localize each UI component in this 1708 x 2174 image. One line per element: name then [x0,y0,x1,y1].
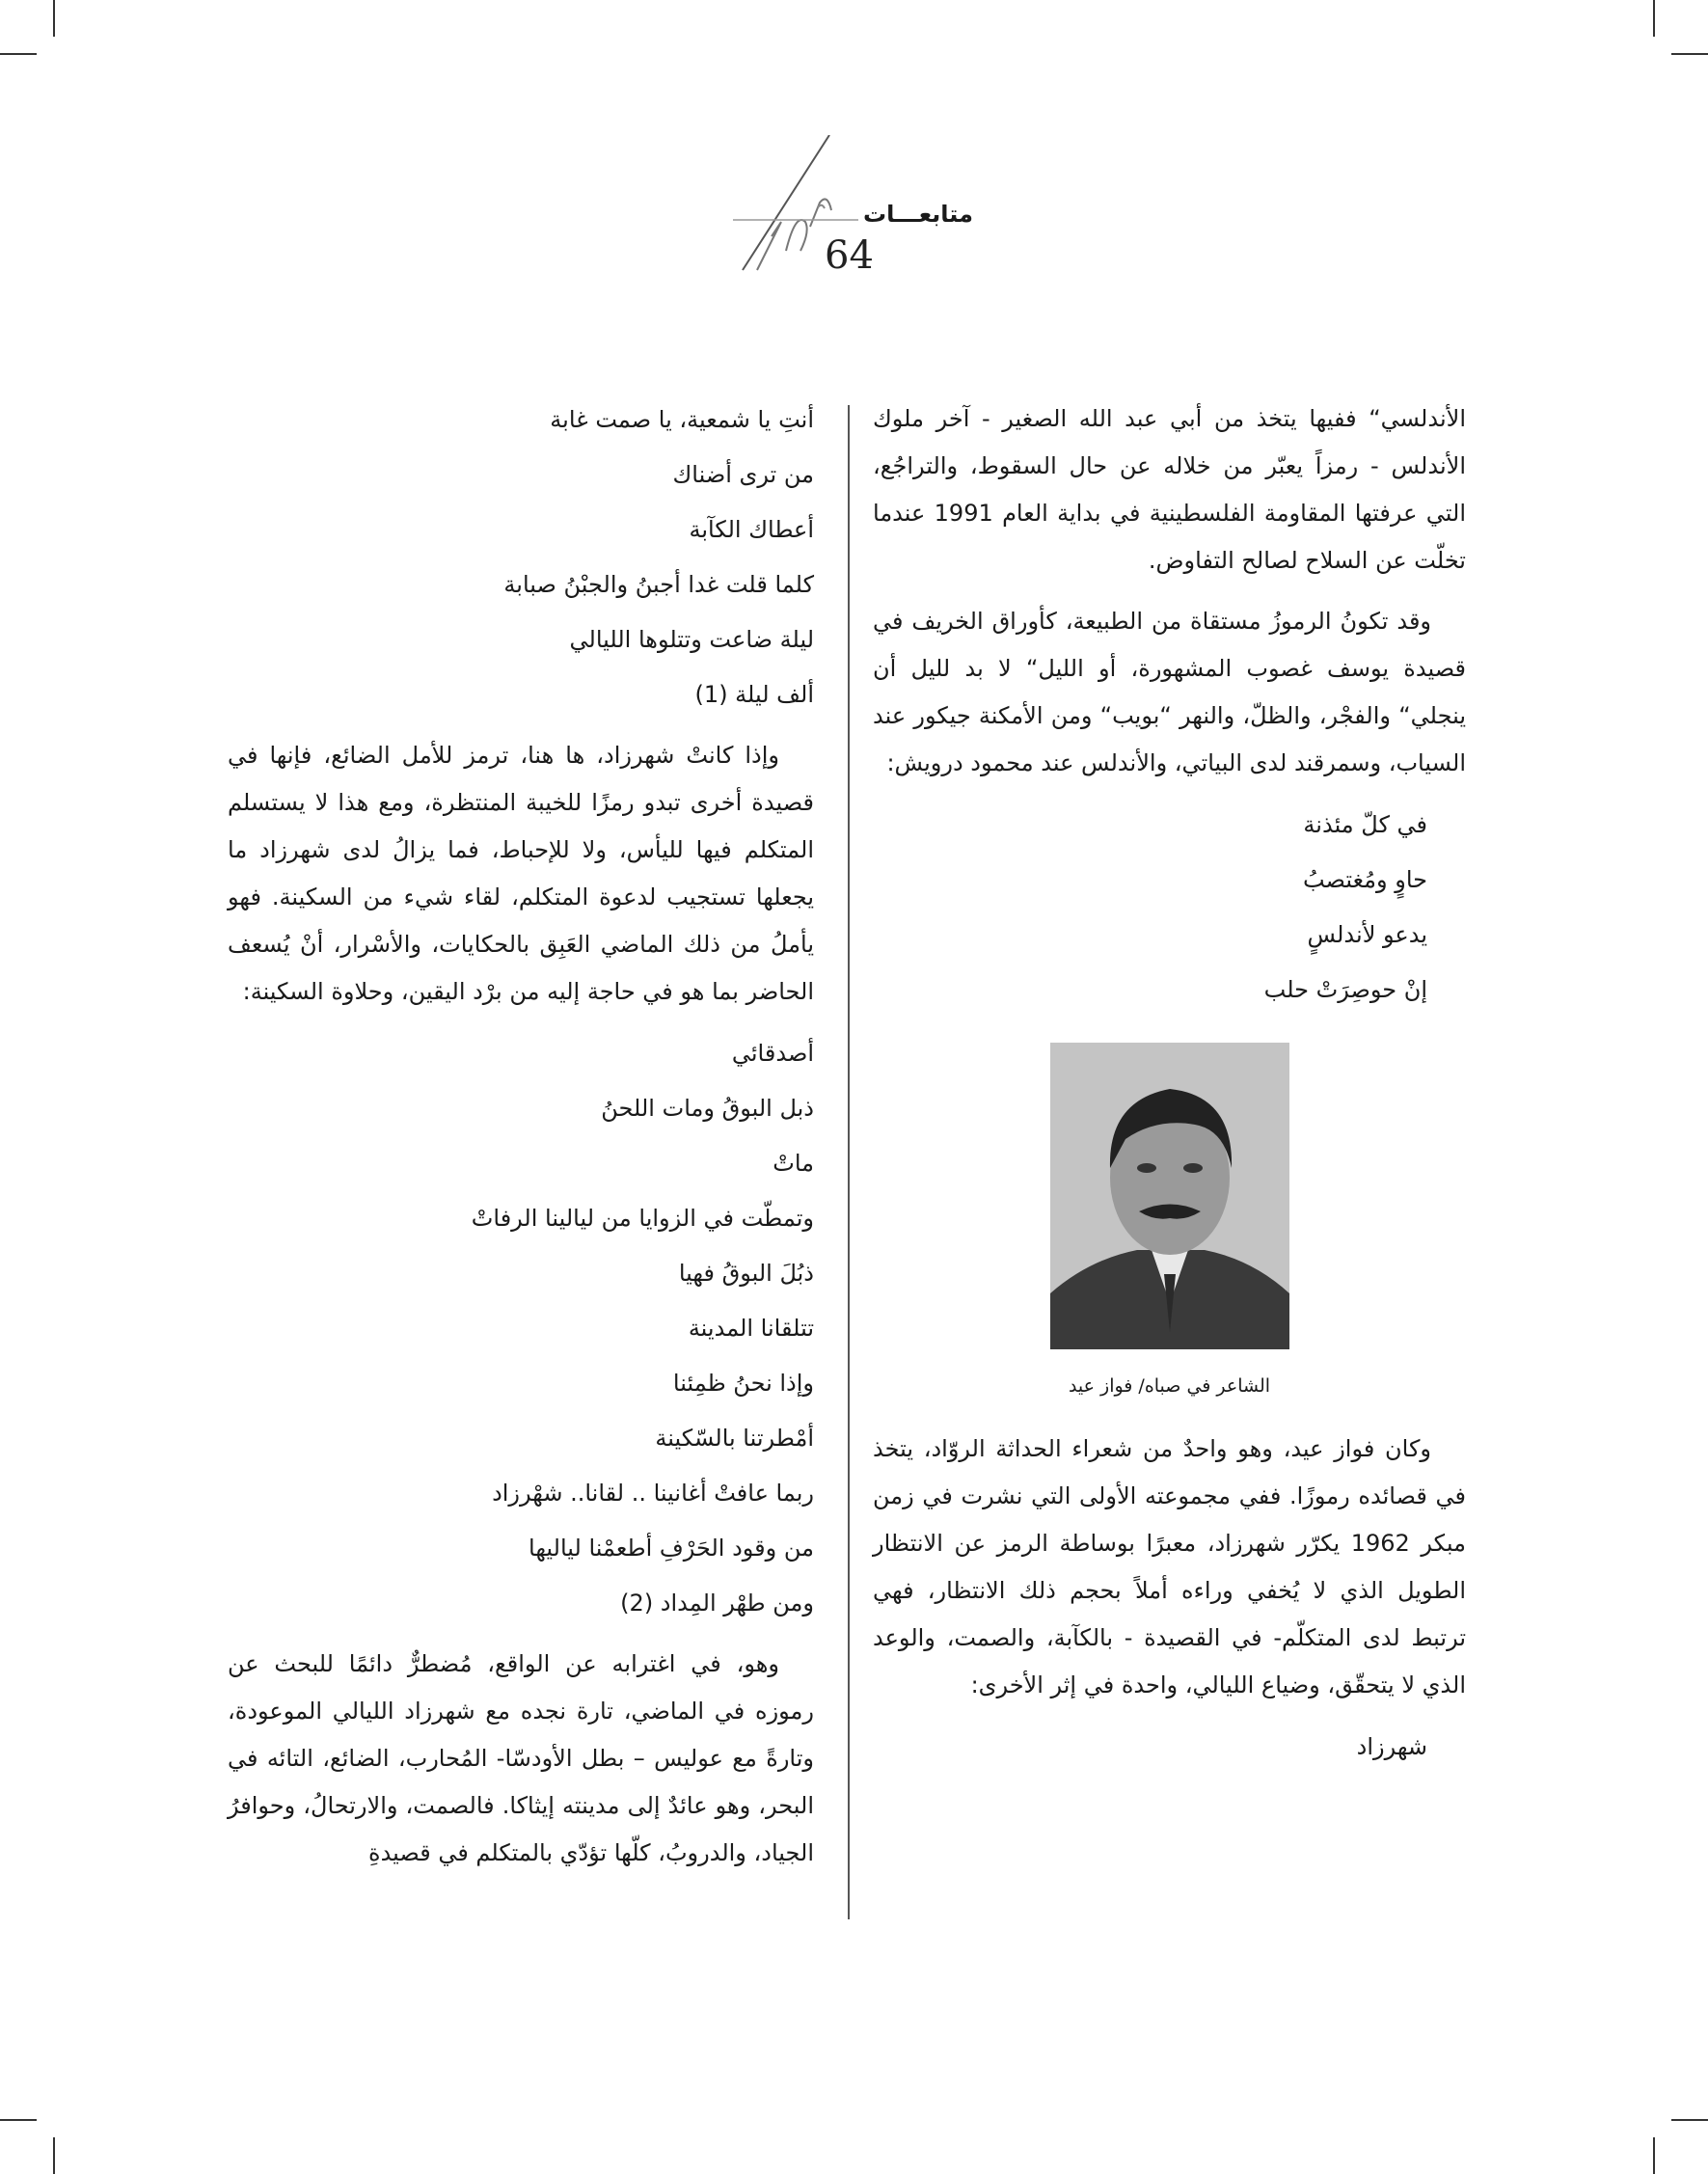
paragraph: الأندلسي“ ففيها يتخذ من أبي عبد الله الصغير - آخر ملوك الأندلس - رمزاً يعبّر من خلاله عن حال السقوط، والتراجُع، التي عرفتها المقاومة الفلسطينية في بداية العام 1991 عندما تخلّت عن السلاح لصالح التفاوض. [873,405,1466,574]
right-column [873,395,1466,1778]
section-title: متابعـــات [863,201,973,228]
verse-line: ومن طهْر المِداد (2) [620,1590,814,1617]
verse-line: ماتْ [773,1150,814,1177]
crop-mark [0,53,37,55]
crop-mark [1671,2119,1708,2121]
paragraph: وكان فواز عيد، وهو واحدٌ من شعراء الحداثة الروّاد، يتخذ في قصائده رموزًا. ففي مجموعته الأولى التي نشرت في زمن مبكر 1962 يكرّر شهرزاد، معبرًا بوساطة الرمز عن الانتظار الطويل الذي لا يُخفي وراءه أملاً بحجم ذلك الانتظار، فهي ترتبط لدى المتكلّم- في القصيدة - بالكآبة، والصمت، والوعد الذي لا يتحقّق، وضياع الليالي، واحدة في إثر الأخرى: [873,1435,1466,1698]
crop-mark [1653,0,1655,37]
verse-line: أعطاك الكآبة [689,516,814,543]
verse-line: من ترى أضناك [672,461,814,488]
verse-line: ألف ليلة (1) [694,681,814,708]
verse-line: شهرزاد [1356,1733,1427,1760]
verse-line: كلما قلت غدا أجبنُ والجبْنُ صبابة [503,571,814,598]
verse-line: ذبُلَ البوقُ فهيا [678,1260,814,1287]
verse-line: ليلة ضاعت وتتلوها الليالي [569,626,814,653]
verse-line: إنْ حوصِرَتْ حلب [1263,976,1427,1003]
crop-mark [1653,2137,1655,2174]
crop-mark [1671,53,1708,55]
crop-mark [0,2119,37,2121]
verse-line: من وقود الحَرْفِ أطعمْنا لياليها [529,1535,814,1562]
photo-figure [873,1043,1466,1366]
verse-line: حاوٍ ومُغتصبُ [1302,866,1427,893]
verse-line: ربما عافتْ أغانينا .. لقانا.. شهْرزاد [492,1480,814,1507]
paragraph: وهو، في اغترابه عن الواقع، مُضطرٌّ دائمًا للبحث عن رموزه في الماضي، تارة نجده مع شهرزاد الليالي الموعودة، وتارةً مع عوليس – بطل الأودسّا- المُحارب، الضائع، التائه في البحر، وهو عائدٌ إلى مدينته إيثاكا. فالصمت، والارتحالُ، وحوافرُ الجياد، والدروبُ، كلّها تؤدّي بالمتكلم في قصيدةِ [228,1650,814,1866]
verse-line: أمْطرتنا بالسّكينة [655,1425,814,1452]
left-column [228,395,814,1890]
verse-line: تتلقانا المدينة [688,1315,814,1342]
page-number: 64 [825,233,874,278]
paragraph: وقد تكونُ الرموزُ مستقاة من الطبيعة، كأوراق الخريف في قصيدة يوسف غصوب المشهورة، أو الليل“ لا بد لليل أن ينجلي“ والفجْر، والظلّ، والنهر “بويب“ ومن الأمكنة جيكور عند السياب، وسمرقند لدى البياتي، والأندلس عند محمود درويش: [873,608,1466,776]
verse-line: يدعو لأندلسٍ [1307,921,1427,948]
column-divider [848,405,850,1919]
photo-caption: الشاعر في صباه/ فواز عيد [1068,1375,1271,1397]
crop-mark [53,0,55,37]
crop-mark [53,2137,55,2174]
paragraph: وإذا كانتْ شهرزاد، ها هنا، ترمز للأمل الضائع، فإنها في قصيدة أخرى تبدو رمزًا للخيبة المنتظرة، ومع هذا لا يستسلم المتكلم فيها لليأس، ولا للإحباط، فما يزالُ لدى شهرزاد ما يجعلها تستجيب لدعوة المتكلم، لقاء شيء من السكينة. فهو يأملُ من ذلك الماضي العَبِق بالحكايات، والأسْرار، أنْ يُسعف الحاضر بما هو في حاجة إليه من برْد اليقين، وحلاوة السكينة: [228,742,814,1005]
poet-photo [1050,1043,1289,1349]
page-header [675,135,973,289]
verse-line: أصدقائي [731,1040,814,1067]
verse-line: ذبل البوقُ ومات اللحنُ [601,1095,814,1122]
verse-line: أنتِ يا شمعية، يا صمت غابة [550,406,814,433]
verse-line: في كلّ مئذنة [1303,811,1427,838]
verse-line: وإذا نحنُ ظمِئنا [672,1370,814,1397]
verse-line: وتمطّت في الزوايا من ليالينا الرفاتْ [471,1205,814,1232]
